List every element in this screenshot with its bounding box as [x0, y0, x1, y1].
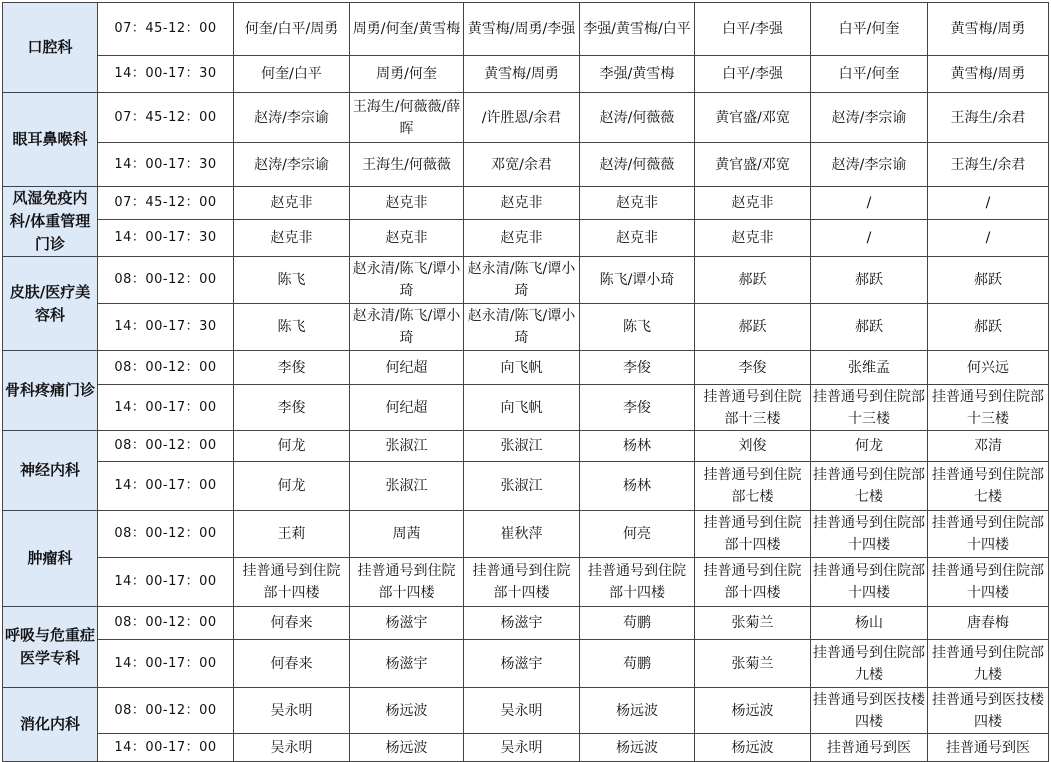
- doctor-cell: 郝跃: [928, 257, 1049, 304]
- doctor-cell: 吴永明: [234, 734, 350, 762]
- doctor-cell: 李俊: [580, 385, 695, 431]
- schedule-row: [3, 257, 1049, 304]
- doctor-cell: 何纪超: [350, 351, 464, 385]
- time-slot: 14：00-17：30: [98, 220, 234, 257]
- doctor-cell: 李强/黄雪梅: [580, 56, 695, 93]
- time-slot: 08：00-12：00: [98, 511, 234, 558]
- doctor-cell: 挂普通号到住院部十四楼: [350, 558, 464, 607]
- schedule-row: [3, 607, 1049, 640]
- doctor-cell: 挂普通号到住院部七楼: [695, 462, 811, 511]
- doctor-cell: 黄官盛/邓宽: [695, 143, 811, 187]
- doctor-cell: 挂普通号到住院部十四楼: [580, 558, 695, 607]
- doctor-cell: 郝跃: [811, 257, 928, 304]
- department-name: 风湿免疫内科/体重管理门诊: [3, 187, 98, 257]
- schedule-row: [3, 462, 1049, 511]
- doctor-cell: 白平/李强: [695, 3, 811, 56]
- schedule-row: [3, 56, 1049, 93]
- doctor-cell: 杨远波: [695, 734, 811, 762]
- schedule-row: [3, 431, 1049, 462]
- department-name: 神经内科: [3, 431, 98, 511]
- doctor-cell: 何春来: [234, 607, 350, 640]
- doctor-cell: 周勇/何奎/黄雪梅: [350, 3, 464, 56]
- doctor-cell: 郝跃: [928, 304, 1049, 351]
- doctor-cell: 挂普通号到医技楼四楼: [928, 688, 1049, 734]
- schedule-row: [3, 93, 1049, 143]
- schedule-row: [3, 734, 1049, 762]
- doctor-cell: 陈飞: [580, 304, 695, 351]
- doctor-cell: 挂普通号到住院部九楼: [928, 640, 1049, 688]
- doctor-cell: 赵涛/李宗谕: [811, 143, 928, 187]
- doctor-cell: /: [928, 220, 1049, 257]
- doctor-cell: 杨远波: [580, 734, 695, 762]
- time-slot: 08：00-12：00: [98, 688, 234, 734]
- doctor-cell: /: [811, 220, 928, 257]
- doctor-cell: 李俊: [695, 351, 811, 385]
- doctor-cell: 何兴远: [928, 351, 1049, 385]
- doctor-cell: 杨滋宇: [464, 607, 580, 640]
- department-name: 呼吸与危重症医学专科: [3, 607, 98, 688]
- department-name: 骨科疼痛门诊: [3, 351, 98, 431]
- doctor-cell: 杨远波: [695, 688, 811, 734]
- doctor-cell: 挂普通号到住院部十三楼: [695, 385, 811, 431]
- time-slot: 07：45-12：00: [98, 3, 234, 56]
- doctor-cell: 向飞帆: [464, 351, 580, 385]
- department-name: 肿瘤科: [3, 511, 98, 607]
- time-slot: 14：00-17：30: [98, 143, 234, 187]
- doctor-cell: 张淑江: [350, 462, 464, 511]
- doctor-cell: 挂普通号到住院部十四楼: [464, 558, 580, 607]
- time-slot: 08：00-12：00: [98, 607, 234, 640]
- doctor-cell: 挂普通号到医技楼四楼: [811, 688, 928, 734]
- doctor-cell: 赵克非: [580, 187, 695, 220]
- schedule-row: [3, 220, 1049, 257]
- doctor-cell: 赵永清/陈飞/谭小琦: [464, 304, 580, 351]
- doctor-cell: 向飞帆: [464, 385, 580, 431]
- doctor-cell: 杨远波: [350, 688, 464, 734]
- time-slot: 07：45-12：00: [98, 187, 234, 220]
- doctor-cell: 挂普通号到住院部十三楼: [928, 385, 1049, 431]
- time-slot: 14：00-17：30: [98, 304, 234, 351]
- doctor-cell: 挂普通号到住院部十四楼: [928, 511, 1049, 558]
- doctor-cell: 郝跃: [695, 304, 811, 351]
- doctor-cell: 何奎/白平/周勇: [234, 3, 350, 56]
- doctor-cell: 邓清: [928, 431, 1049, 462]
- doctor-cell: 张菊兰: [695, 640, 811, 688]
- doctor-cell: 赵涛/李宗谕: [234, 93, 350, 143]
- doctor-cell: 王海生/余君: [928, 143, 1049, 187]
- doctor-cell: 张维孟: [811, 351, 928, 385]
- doctor-cell: 赵克非: [350, 220, 464, 257]
- doctor-cell: 王海生/何薇薇: [350, 143, 464, 187]
- doctor-cell: 挂普通号到住院部九楼: [811, 640, 928, 688]
- time-slot: 08：00-12：00: [98, 257, 234, 304]
- doctor-cell: /: [928, 187, 1049, 220]
- doctor-cell: 挂普通号到住院部七楼: [811, 462, 928, 511]
- doctor-cell: 赵克非: [234, 187, 350, 220]
- schedule-row: [3, 640, 1049, 688]
- time-slot: 14：00-17：00: [98, 558, 234, 607]
- time-slot: 14：00-17：00: [98, 640, 234, 688]
- doctor-cell: 王海生/余君: [928, 93, 1049, 143]
- doctor-cell: 王莉: [234, 511, 350, 558]
- doctor-cell: 何龙: [234, 431, 350, 462]
- time-slot: 07：45-12：00: [98, 93, 234, 143]
- doctor-cell: 杨滋宇: [464, 640, 580, 688]
- doctor-cell: 赵永清/陈飞/谭小琦: [350, 304, 464, 351]
- doctor-cell: 郝跃: [695, 257, 811, 304]
- doctor-cell: 赵涛/何薇薇: [580, 143, 695, 187]
- doctor-cell: 赵克非: [580, 220, 695, 257]
- doctor-cell: 赵涛/李宗谕: [811, 93, 928, 143]
- doctor-cell: 杨林: [580, 431, 695, 462]
- doctor-cell: 黄雪梅/周勇/李强: [464, 3, 580, 56]
- doctor-cell: 赵永清/陈飞/谭小琦: [350, 257, 464, 304]
- doctor-cell: 何奎/白平: [234, 56, 350, 93]
- doctor-cell: /许胜恩/余君: [464, 93, 580, 143]
- schedule-row: [3, 187, 1049, 220]
- doctor-cell: 何亮: [580, 511, 695, 558]
- doctor-cell: 吴永明: [464, 688, 580, 734]
- time-slot: 14：00-17：30: [98, 56, 234, 93]
- schedule-row: [3, 385, 1049, 431]
- doctor-cell: 赵克非: [464, 220, 580, 257]
- department-name: 眼耳鼻喉科: [3, 93, 98, 187]
- department-name: 皮肤/医疗美容科: [3, 257, 98, 351]
- doctor-cell: 苟鹏: [580, 640, 695, 688]
- doctor-cell: /: [811, 187, 928, 220]
- time-slot: 14：00-17：00: [98, 734, 234, 762]
- doctor-cell: 赵克非: [695, 187, 811, 220]
- time-slot: 14：00-17：00: [98, 462, 234, 511]
- schedule-row: [3, 304, 1049, 351]
- doctor-cell: 刘俊: [695, 431, 811, 462]
- doctor-cell: 杨滋宇: [350, 607, 464, 640]
- doctor-cell: 何龙: [811, 431, 928, 462]
- doctor-cell: 赵克非: [234, 220, 350, 257]
- doctor-cell: 王海生/何薇薇/薛晖: [350, 93, 464, 143]
- doctor-cell: 苟鹏: [580, 607, 695, 640]
- time-slot: 08：00-12：00: [98, 431, 234, 462]
- doctor-cell: 唐春梅: [928, 607, 1049, 640]
- time-slot: 08：00-12：00: [98, 351, 234, 385]
- schedule-table: [2, 2, 1049, 762]
- doctor-cell: 赵涛/李宗谕: [234, 143, 350, 187]
- doctor-cell: 赵克非: [695, 220, 811, 257]
- doctor-cell: 何龙: [234, 462, 350, 511]
- schedule-row: [3, 688, 1049, 734]
- doctor-cell: 李强/黄雪梅/白平: [580, 3, 695, 56]
- schedule-row: [3, 143, 1049, 187]
- doctor-cell: 杨滋宇: [350, 640, 464, 688]
- doctor-cell: 挂普通号到住院部七楼: [928, 462, 1049, 511]
- doctor-cell: 李俊: [234, 351, 350, 385]
- schedule-row: [3, 3, 1049, 56]
- doctor-cell: 黄雪梅/周勇: [464, 56, 580, 93]
- doctor-cell: 挂普通号到住院部十四楼: [928, 558, 1049, 607]
- doctor-cell: 陈飞: [234, 304, 350, 351]
- doctor-cell: 挂普通号到医: [928, 734, 1049, 762]
- doctor-cell: 挂普通号到住院部十四楼: [234, 558, 350, 607]
- doctor-cell: 陈飞/谭小琦: [580, 257, 695, 304]
- schedule-row: [3, 511, 1049, 558]
- schedule-row: [3, 351, 1049, 385]
- doctor-cell: 白平/何奎: [811, 3, 928, 56]
- doctor-cell: 吴永明: [234, 688, 350, 734]
- doctor-cell: 白平/李强: [695, 56, 811, 93]
- doctor-cell: 杨林: [580, 462, 695, 511]
- doctor-cell: 黄雪梅/周勇: [928, 3, 1049, 56]
- doctor-cell: 挂普通号到住院部十四楼: [695, 511, 811, 558]
- doctor-cell: 挂普通号到住院部十四楼: [811, 511, 928, 558]
- doctor-cell: 何纪超: [350, 385, 464, 431]
- doctor-cell: 李俊: [234, 385, 350, 431]
- doctor-cell: 陈飞: [234, 257, 350, 304]
- doctor-cell: 挂普通号到医: [811, 734, 928, 762]
- doctor-cell: 张淑江: [464, 462, 580, 511]
- doctor-cell: 何春来: [234, 640, 350, 688]
- department-name: 消化内科: [3, 688, 98, 762]
- doctor-cell: 周茜: [350, 511, 464, 558]
- doctor-cell: 挂普通号到住院部十四楼: [695, 558, 811, 607]
- doctor-cell: 赵涛/何薇薇: [580, 93, 695, 143]
- doctor-cell: 黄雪梅/周勇: [928, 56, 1049, 93]
- doctor-cell: 赵永清/陈飞/谭小琦: [464, 257, 580, 304]
- doctor-cell: 崔秋萍: [464, 511, 580, 558]
- doctor-cell: 赵克非: [350, 187, 464, 220]
- doctor-cell: 张菊兰: [695, 607, 811, 640]
- schedule-body: [3, 3, 1049, 762]
- doctor-cell: 赵克非: [464, 187, 580, 220]
- doctor-cell: 杨远波: [580, 688, 695, 734]
- doctor-cell: 邓宽/余君: [464, 143, 580, 187]
- doctor-cell: 张淑江: [464, 431, 580, 462]
- doctor-cell: 挂普通号到住院部十四楼: [811, 558, 928, 607]
- time-slot: 14：00-17：00: [98, 385, 234, 431]
- doctor-cell: 白平/何奎: [811, 56, 928, 93]
- doctor-cell: 黄官盛/邓宽: [695, 93, 811, 143]
- doctor-cell: 李俊: [580, 351, 695, 385]
- doctor-cell: 杨山: [811, 607, 928, 640]
- doctor-cell: 挂普通号到住院部十三楼: [811, 385, 928, 431]
- schedule-row: [3, 558, 1049, 607]
- doctor-cell: 郝跃: [811, 304, 928, 351]
- doctor-cell: 周勇/何奎: [350, 56, 464, 93]
- department-name: 口腔科: [3, 3, 98, 93]
- doctor-cell: 杨远波: [350, 734, 464, 762]
- doctor-cell: 吴永明: [464, 734, 580, 762]
- doctor-cell: 张淑江: [350, 431, 464, 462]
